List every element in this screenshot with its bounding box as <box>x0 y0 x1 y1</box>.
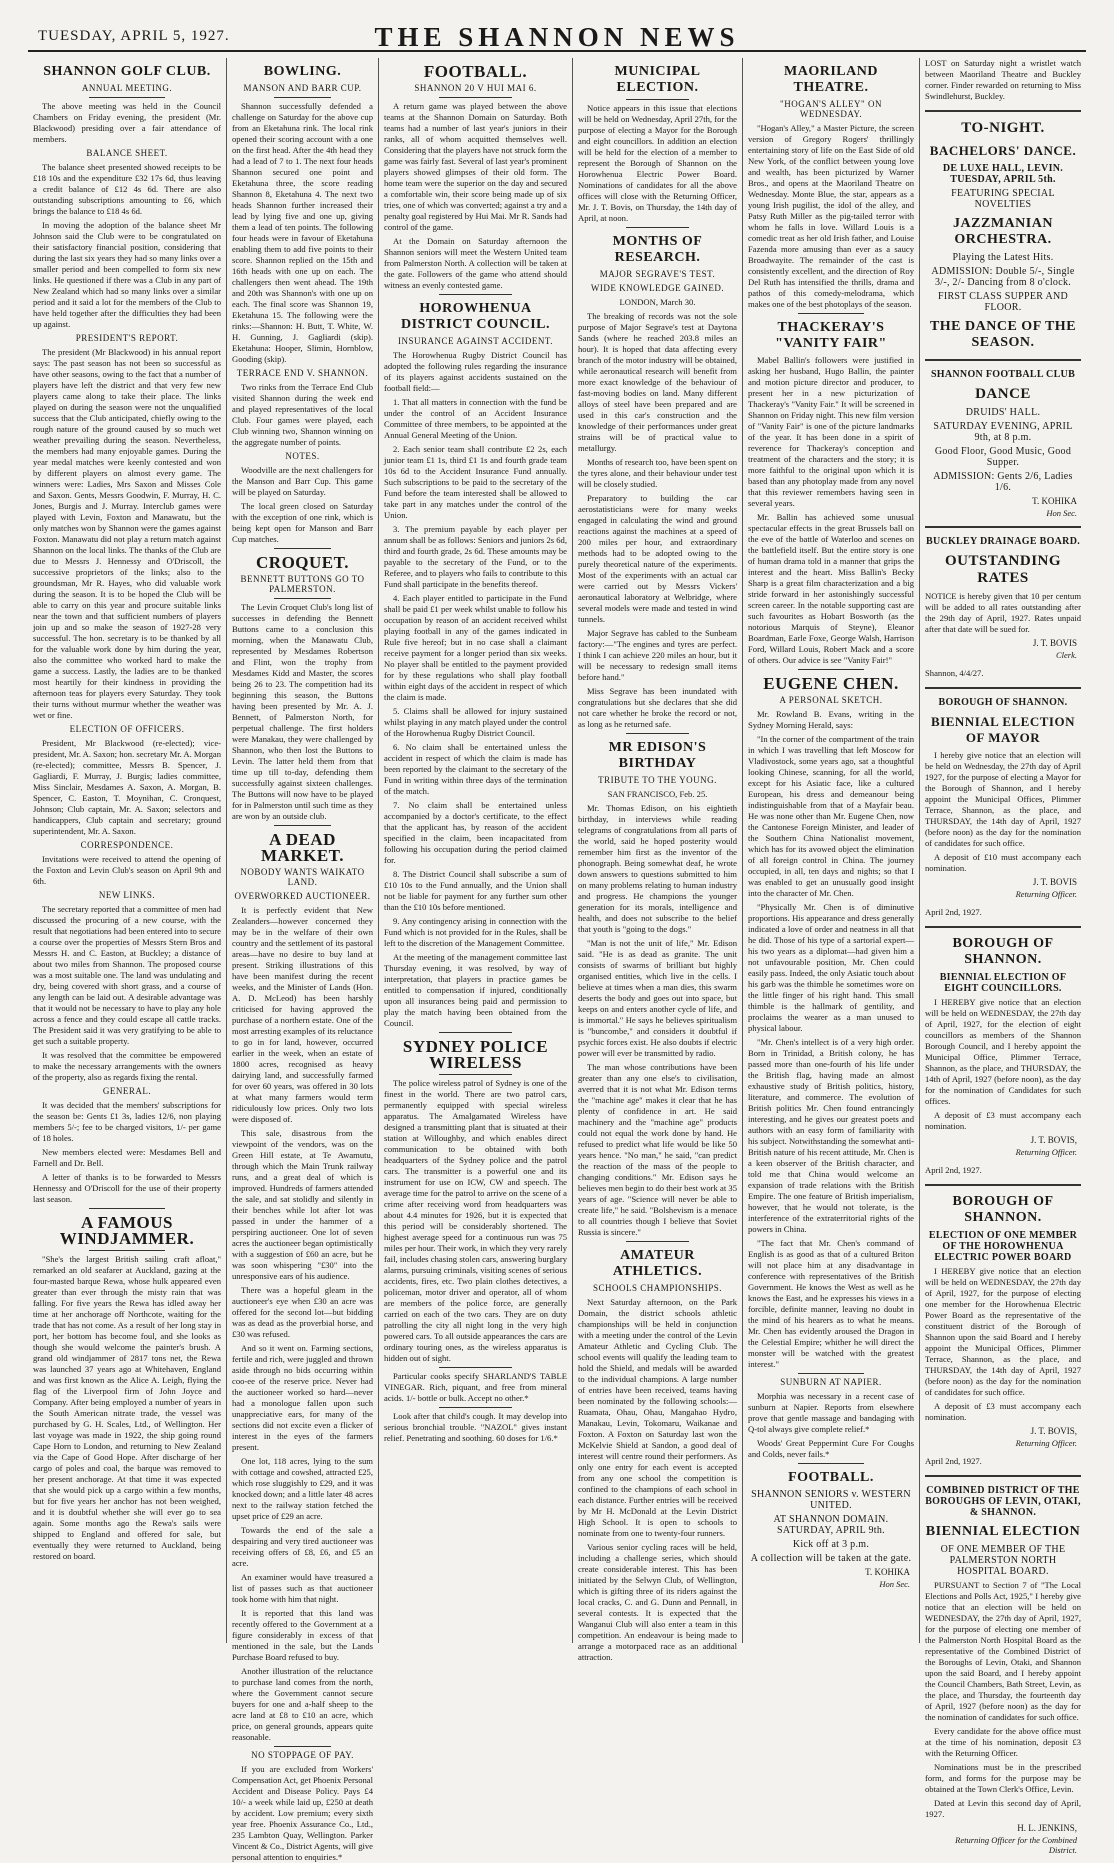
football-notice-signature: T. KOHIKA <box>865 1567 910 1577</box>
vanity-paragraph: Mabel Ballin's followers were justified in asking her husband, Hugo Ballin, the painter and motion picture director and producer, to present her in a new picturization of Thackeray's "Vanity Fair." It will be screened in Shannon on Friday night. This new film version of "Vanity Fair" is one of the picture landmarks of the year. It has been done in a spirit of reverence for Thackeray's conception and treatment of the characters and the story; it is more faithful to the original upon which it is based than any photoplay made from any novel that this reviewer remembers having seen in several years. <box>748 355 914 508</box>
mayor-signature: J. T. BOVIS <box>1032 877 1077 887</box>
football-notice-line: Kick off at 3 p.m. <box>792 1539 870 1550</box>
masthead <box>28 14 1086 52</box>
orchestra-playing: Playing the Latest Hits. <box>952 252 1054 263</box>
bowling-subhead: MANSON AND BARR CUP. <box>243 83 362 93</box>
mayor-date: April 2nd, 1927. <box>925 907 982 917</box>
edison-dateline: SAN FRANCISCO, Feb. 25. <box>607 789 708 799</box>
chen-paragraph: "Physically Mr. Chen is of diminutive proportions. His appearance and dress generally indicated a love of order and neatness in all that he did. Those of his type of a sartorial expert—his two years as a diplomat—had given him a not unfavourable position, Mr. Chen could easily pass. Indeed, the only Asiatic touch about his garb was the thimble he sometimes wore on the little finger of his right hand. This small thimble is the hallmark of gentility, and proclaims the wearer as a man unused to physical labour. <box>748 902 914 1033</box>
drainage-board-name: BUCKLEY DRAINAGE BOARD. <box>925 536 1081 547</box>
horowhenua-rule: 8. The District Council shall subscribe a sum of £10 10s to the Fund annually, and the Union shall not be liable for payment for any further sum other than the £10 10s before mentioned. <box>384 869 567 912</box>
golf-paragraph: In moving the adoption of the balance sheet Mr Johnson said the Club were to be congratulated on their satisfactory financial position, considering that during the last six years they had so many links over a smaller period and been compelled to form six new links. He questioned if there was a Club in any part of New Zealand which had so many links over a similar period and it said a lot for the members of the Club to have held together after the difficulties they had been up against. <box>33 220 221 329</box>
research-subhead: MAJOR SEGRAVE'S TEST. <box>599 269 716 279</box>
croquet-headline: CROQUET. <box>256 553 349 572</box>
bowling-paragraph: Two rinks from the Terrace End Club visited Shannon during the week end and played representatives of the local Club. Four games were played, each Club winning two, Shannon winning on the aggregate number of points. <box>232 382 373 447</box>
chen-subhead: A PERSONAL SKETCH. <box>779 695 883 705</box>
windjammer-headline: A FAMOUS WINDJAMMER. <box>59 1213 195 1248</box>
market-paragraph: And so it went on. Farming sections, fertile and rich, were juggled and thrown aside through no bids occurring within coo-ee of the reserve price. Never had the auctioneer worked so hard—never had a monologue fallen upon such unappreciative ears, for many of the sections did not excite even a flicker of interest in the eyes of the farmers present. <box>232 1343 373 1452</box>
chen-headline: EUGENE CHEN. <box>763 674 899 693</box>
combined-notice: Dated at Levin this second day of April, 1927. <box>925 1798 1081 1819</box>
club-dance-hall: DRUIDS' HALL. <box>965 407 1041 418</box>
power-borough: BOROUGH OF SHANNON. <box>952 1194 1054 1225</box>
horowhenua-rule: 6. No claim shall be entertained unless the accident in respect of which the claim is made has been reported by the claimant to the secretary of the Fund in writing within three days of the termination of the match. <box>384 742 567 796</box>
issue-date: TUESDAY, APRIL 5, 1927. <box>38 28 230 44</box>
athletics-headline: AMATEUR ATHLETICS. <box>612 1248 703 1279</box>
golf-report-heading: PRESIDENT'S REPORT. <box>75 333 179 343</box>
research-paragraph: Miss Segrave has been inundated with congratulations but she declares that she did not care whether he broke the record or not, as long as he returned safe. <box>578 686 737 729</box>
market-paragraph: Towards the end of the sale a despairing and very tired auctioneer was receiving offers of £8, £6, and £5 an acre. <box>232 1525 373 1568</box>
mayor-borough: BOROUGH OF SHANNON. <box>938 697 1068 708</box>
golf-club-headline: SHANNON GOLF CLUB. <box>43 64 211 79</box>
dance-of-season: THE DANCE OF THE SEASON. <box>929 319 1077 350</box>
sunburn-heading: SUNBURN AT NAPIER. <box>780 1377 882 1387</box>
dead-market-subhead-2: OVERWORKED AUCTIONEER. <box>234 891 371 901</box>
research-paragraph: Major Segrave has cabled to the Sunbeam factory:—"The engines and tyres are perfect. I think I can achieve 220 miles an hour, but it will be necessary to redesign small items before hand." <box>578 628 737 682</box>
research-paragraph: The breaking of records was not the sole purpose of Major Segrave's test at Daytona Sands (where he reached 203.8 miles an hour). It is hoped that data affecting every branch of the motor industry will be obtained, while aeronautical research will benefit from more exact knowledge of the behaviour of fast-moving bodies on land. Many different alloys of steel have been prepared and are used in this car's construction and the knowledge of their performances under great strains will be of practical value to metallurgy. <box>578 311 737 453</box>
bowling-paragraph: Shannon successfully defended a challenge on Saturday for the above cup from an Eketahuna rink. The local rink opened their scoring account with a one on the first head. After the 4th head they had a lead of 7 to 1. The next four heads Shannon secured one point and Eketahuna three, the score reading Shannon 8, Eketahuna 4. The next two heads Shannon further increased their lead by lying five and one up, giving them a lead of ten points. The following four heads were in favour of Eketahuna enabling them to add five points to their score. Shannon replied on the 15th and 16th heads with one up on each. The challengers then went ahead. The 19th and 20th was Shannon's with one up on each. The final score was Shannon 19, Eketahuna 15. The following were the rinks:—Shannon: H. Butt, T. White, W. H. Gunning, J. Gagliardi (skip). Eketahuna: Hooper, Slimin, Hornblow, Gooding (skip). <box>232 101 373 364</box>
market-paragraph: It is reported that this land was recently offered to the Government at a figure considerably in excess of that mentioned in the sale, but the Lands Purchase Board refused to buy. <box>232 1608 373 1662</box>
stoppage-ad: If you are excluded from Workers' Compensation Act, get Phoenix Personal Accident and Disease Policy. Pays £4 10/- a week while laid up, £250 at death by accident. Low premium; every sixth year free. Phoenix Assurance Co., Ltd., 235 Lambton Quay, Wellington. Parker Vincent & Co., District Agents, will give personal attention to enquiries.* <box>232 1764 373 1862</box>
football-paragraph: At the Domain on Saturday afternoon the Shannon seniors will meet the Western United team from Palmerston North. A collection will be taken at the gate. Followers of the game who attend should witness an evenly contested game. <box>384 236 567 290</box>
horowhenua-rule: 2. Each senior team shall contribute £2 2s, each junior team £1 1s, third £1 1s and fourth grade team 10s 6d to the Accident Insurance Fund annually. Such subscriptions to be paid to the secretary of the Fund before the team interested shall be allowed to take part in any matches under the control of the Union. <box>384 444 567 520</box>
outstanding-rates-title: OUTSTANDING RATES <box>944 553 1062 586</box>
horowhenua-rule: 7. No claim shall be entertained unless accompanied by a doctor's certificate, to the effect that the applicant has, by reason of the accident specified in the claim, been incapacitated from following his occupation during the period claimed for. <box>384 800 567 865</box>
horowhenua-paragraph: At the meeting of the management committee last Thursday evening, it was resolved, by way of interpretation, that players in practice games be entitled to compensation if injured, conditionally upon all insurances being paid and permission to play the match having been obtained from the Council. <box>384 952 567 1028</box>
windjammer-paragraph: "She's the largest British sailing craft afloat," remarked an old seafarer at Auckland, gazing at the four-masted barque Rewa, whose hulk appeared even greater than ever through the misty rain that was falling. For five years the Rewa has idled away her time at her anchorage off Northcote, waiting for the trade that has not come. As a result of her long stay in port, her bottom has become foul, and she looks as though she would welcome the painter's brush. A grand old windjammer of 2817 tons net, the Rewa was launched 37 years ago at Whitehaven, England and was first known as the Alice A. Leigh, flying the flag of the Liverpool firm of John Joyce and Company. After being employed a number of years in the South American nitrate trade, the vessel was purchased by G. H. Scales, Ltd., of Wellington. Her last voyage was made in 1922, the ship going round Cape Horn to London, and returning to New Zealand via the Cape of Good Hope. After discharge of her cargo of poles and coal, the barque was removed to her present anchorage. At that time it was expected that she would pick up a cargo within a few months, but for five years her anchor has not been weighed, and it is doubtful whether she will ever go to sea again. Some months ago the Rewa's sails were shipped to England and offered for sale, but eventually they were returned to Auckland, being restored on board. <box>33 1254 221 1561</box>
wireless-headline: SYDNEY POLICE WIRELESS <box>402 1037 549 1072</box>
municipal-paragraph: Notice appears in this issue that elections will be held on Wednesday, April 27th, for the purpose of electing a Mayor for the Borough and eight councillors. In addition an election will be held for the election of a member to represent the Borough of Shannon on the Horowhenua Electric Power Board. Nominations of candidates for all the above offices will close with the Returning Officer, Mr. J. T. Bovis, on Thursday, the 14th day of April, at noon. <box>578 103 737 223</box>
councillors-signature: J. T. BOVIS, <box>1030 1135 1077 1145</box>
football-notice-line: A collection will be taken at the gate. <box>750 1553 912 1564</box>
bowling-headline: BOWLING. <box>263 64 342 79</box>
theatre-headline: MAORILAND THEATRE. <box>784 64 878 95</box>
club-dance-title: DANCE <box>975 386 1031 402</box>
athletics-subhead: SCHOOLS CHAMPIONSHIPS. <box>592 1283 723 1293</box>
bowling-paragraph: Woodville are the next challengers for the Manson and Barr Cup. This game will be played on Saturday. <box>232 465 373 497</box>
vanity-paragraph: Mr. Ballin has achieved some unusual spectacular effects in the great Brussels ball on the eve of the battle of Waterloo and scenes on the battlefield itself. But the entire story is one of human drama told in a manner that grips the interest and the heart. Miss Ballin's Becky Sharp is a great film characterization and a big stride forward in her astonishingly successful screen career. In the notable supporting cast are such favourites as Hobart Bosworth (as the notorious Marquis of Steyne), Eleanor Boardman, Earle Foxe, George Walsh, Harrison Ford, Willard Louis, Robert Mack and a score of others. Our advice is see "Vanity Fair!" <box>748 512 914 665</box>
horowhenua-rule: 1. That all matters in connection with the fund be under the control of an Accident Insurance Committee of three members, to be appointed at the Annual General Meeting of the Union. <box>384 397 567 440</box>
wireless-paragraph: The police wireless patrol of Sydney is one of the finest in the world. There are two patrol cars, permanently equipped with special wireless apparatus. The Amalgamated Wireless have designed a transmitting plant that is situated at their station at Willoughby, and which enables direct communication to be obtained with both headquarters of the Sydney police and the patrol cars. The transmitter is a powerful one and its instrument for use on ICW, CW and speech. The average time for the patrol to arrive on the scene of a crime after receiving word from headquarters was about 4.4 minutes for 1926, but it is expected that this period will be considerably shortened. The highest average speed for a continuous run was 75 miles per hour. Their work, in which they very rarely fail, includes chasing stolen cars, answering burglary alarms, pursuing criminals, visiting scenes of serious accidents, fires, etc. Two plain clothes detectives, a policeman, motor driver and operator, all of whom are members of the police force, are generally carried on each of the two cars. They are on duty patrolling the city all night long in the very high powered cars. To all outside appearances the cars are ordinary touring ones, as the wireless apparatus is hidden out of sight. <box>384 1078 567 1363</box>
combined-election-title: BIENNIAL ELECTION <box>925 1524 1081 1539</box>
combined-notice: PURSUANT to Section 7 of "The Local Elections and Polls Act, 1925," I hereby give notice that an election will be held on WEDNESDAY, the 27th day of April, 1927, for the purpose of electing one member of the Palmerston North Hospital Board as the representative of the Combined District of the Boroughs of Levin, Otaki, and Shannon upon the said Board, and I hereby appoint the Council Chambers, Bath Street, Levin, as the place, and Thursday, the fourteenth day of April, 1927 (before noon) as the day for the nomination of candidates for such office. <box>925 1580 1081 1722</box>
horowhenua-rule: 3. The premium payable by each player per annum shall be as follows: Seniors and juniors 2s 6d, third and fourth grade, 2s 6d. These amounts may be payable to the secretary of the Fund, or to the Referee, and to players who fails to contribute to this Fund shall participate in the benefits thereof. <box>384 524 567 589</box>
column-1 <box>28 58 226 1643</box>
golf-new-links-heading: NEW LINKS. <box>98 890 156 900</box>
column-6 <box>919 58 1086 1855</box>
dance-featuring: FEATURING SPECIAL NOVELTIES <box>951 188 1055 210</box>
chen-paragraph: "In the corner of the compartment of the train in which I was travelling that left Moscow for Vladivostock, some years ago, sat a thoughtful looking Chinese, scanning, for all the world, except for his Asiatic face, like a cultured European, his dress and demeanour being indistinguishable from that of a Mayfair beau. He was none other than Mr. Eugene Chen, now the Cantonese Foreign Minister, and leader of the Southern China Nationalist movement, which has for its avowed object the elimination of all foreign control in China. The journey occupied, in all, ten days and nights; so that I was enabled to get an unusually good insight into the character of Mr. Chen. <box>748 734 914 898</box>
golf-paragraph: The secretary reported that a committee of men had discussed the procuring of a new course, with the result that negotiations had been entered into to secure a course over the properties of Messrs Stern Bros and Messrs H. and C. Easton, at Buckley; a distance of about two miles from Shannon. The proposed course was a most suitable one. The land was undulating and dry, being covered with short grass, and a course of any length can be laid out. A desirable advantage was that it would not be necessary to have to play any hole across a fence and they could escape all cattle tracks. The President said it was very gratifying to be able to get such a suitable property. <box>33 904 221 1046</box>
newspaper-title: THE SHANNON NEWS <box>374 22 740 52</box>
mayor-role: Returning Officer. <box>1015 889 1077 899</box>
vinegar-ad: Particular cooks specify SHARLAND'S TABLE VINEGAR. Rich, piquant, and free from mineral acids. 1/- bottle or bulk. Accept no other.* <box>384 1371 567 1403</box>
golf-paragraph: New members elected were: Mesdames Bell and Farnell and Dr. Bell. <box>33 1147 221 1168</box>
combined-notice: Nominations must be in the prescribed form, and forms for the purpose may be obtained at the Town Clerk's Office, Levin. <box>925 1762 1081 1794</box>
football-notice-role: Hon Sec. <box>879 1579 910 1589</box>
municipal-headline: MUNICIPAL ELECTION. <box>614 64 701 95</box>
column-5 <box>742 58 919 1643</box>
football-notice-headline: FOOTBALL. <box>788 1470 874 1485</box>
councillors-election-title: BIENNIAL ELECTION OF EIGHT COUNCILLORS. <box>939 972 1067 994</box>
athletics-paragraph: Various senior cycling races will be held, including a challenge series, which should create considerable interest. This has been initiated by the Selwyn Club, of Wellington, which is gifting three of its riders against the local cracks, C. and G. Dunn and Pennall, in several contests. It is expected that the Wanganui Club will also enter a team in this competition. An endeavour is being made to arrange a motorpaced race as an additional attraction. <box>578 1542 737 1662</box>
mayor-election-title: BIENNIAL ELECTION OF MAYOR <box>931 714 1075 745</box>
club-dance-role: Hon Sec. <box>1046 508 1077 518</box>
combined-role: Returning Officer for the Combined District. <box>955 1835 1077 1855</box>
theatre-paragraph: "Hogan's Alley," a Master Picture, the screen version of Gregory Rogers' thrillingly entertaining story of life on the East Side of old New York, of the conflict between young love and wealth, has been picturized by Warner Bros., and opens at the Maoriland Theatre on Wednesday. Monte Blue, the star, appears as a young Irish pugilist, the idol of the alley, and Patsy Ruth Miller as the pig-tailed terror with whom he falls in love. Willard Louis is a comedic treat as her old Irish father, and Louise Fazenda more amusing than ever as a saucy Broadwayite. The remainder of the cast is consistently excellent, and the direction of Roy Del Ruth has intensified the thrills, drama and pathos of this comedy-melodrama, which makes one of the best photoplays of the season. <box>748 123 914 309</box>
power-role: Returning Officer. <box>1015 1438 1077 1448</box>
golf-election-heading: ELECTION OF OFFICERS. <box>69 724 185 734</box>
column-3 <box>378 58 572 1643</box>
research-paragraph: Preparatory to building the car aerostatisticians were for many weeks engaged in calculating the wind and ground reactions against the machines at a speed of 200 miles per hour, and extraordinary methods had to be adopted owing to the purely theoretical nature of the experiments. Most of the experiments with an actual car were carried out by Messrs Vickers' aeronautical laboratory at Welbridge, where several models were made and tested in wind tunnels. <box>578 493 737 624</box>
bowling-notes-heading: NOTES. <box>285 451 320 461</box>
football-notice-line: AT SHANNON DOMAIN. SATURDAY, APRIL 9th. <box>773 1514 889 1536</box>
bowling-paragraph: The local green closed on Saturday with the exception of one rink, which is being kept open for Manson and Barr Cup matches. <box>232 501 373 544</box>
football-subhead: SHANNON 20 V HUI MAI 6. <box>414 83 537 93</box>
edison-subhead: TRIBUTE TO THE YOUNG. <box>598 775 717 785</box>
golf-general-heading: GENERAL. <box>102 1086 152 1096</box>
golf-paragraph: The balance sheet presented showed receipts to be £18 10s and the expenditure £32 17s 6d, thus leaving a credit balance of £12 4s 6d. There are also outstanding subscriptions amounting to £6, which brings the balance to £18 4s 6d. <box>33 162 221 216</box>
councillors-deposit: A deposit of £3 must accompany each nomination. <box>925 1110 1081 1131</box>
market-paragraph: One lot, 118 acres, lying to the sum with cottage and cowshed, attracted £25, which rose sluggishly to £29, and it was knocked down; and a little later 48 acres next to the railway station fetched the upset price of £29 an acre. <box>232 1456 373 1521</box>
column-2 <box>226 58 378 1862</box>
councillors-notice: I HEREBY give notice that an election will be held on WEDNESDAY, the 27th day of April, 1927, for the election of eight councillors as members of the Shannon Borough Council, and I hereby appoint the Municipal Office, Plimmer Terrace, Shannon, as the place, and THURSDAY, the 14th of April, 1927 (before noon), as the day for the nomination of Candidates for such offices. <box>925 997 1081 1106</box>
horowhenua-headline: HOROWHENUA DISTRICT COUNCIL. <box>400 301 551 332</box>
research-dateline: LONDON, March 30. <box>619 297 696 307</box>
club-dance-admission: ADMISSION: Gents 2/6, Ladies 1/6. <box>933 471 1073 493</box>
croquet-subhead: BENNETT BUTTONS GO TO PALMERSTON. <box>240 574 365 594</box>
football-headline: FOOTBALL. <box>423 62 528 81</box>
mayor-deposit: A deposit of £10 must accompany each nomination. <box>925 852 1081 873</box>
vanity-fair-headline: THACKERAY'S "VANITY FAIR" <box>775 320 887 351</box>
golf-correspondence-heading: CORRESPONDENCE. <box>80 840 174 850</box>
theatre-subhead: "HOGAN'S ALLEY" ON WEDNESDAY. <box>780 99 882 119</box>
market-paragraph: Another illustration of the reluctance to purchase land comes from the north, where the Government cannot secure buyers for one and a-half sheep to the acre land at £8 to £10 an acre, which price, on general grounds, appears quite reasonable. <box>232 1666 373 1742</box>
rates-signature: J. T. BOVIS <box>1032 638 1077 648</box>
horowhenua-paragraph: The Horowhenua Rugby District Council has adopted the following rules regarding the insurance of its players against accidents sustained on the football field:— <box>384 350 567 393</box>
golf-paragraph: It was decided that the members' subscriptions for the season be: Gents £1 3s, ladies 12/6, non playing members 5/-; fee to be charged visitors, 1/- per game of 18 holes. <box>33 1100 221 1143</box>
golf-paragraph: The above meeting was held in the Council Chambers on Friday evening, the president (Mr. Blackwood) presiding over a fair attendance of members. <box>33 101 221 144</box>
market-paragraph: It is perfectly evident that New Zealanders—however concerned they may be in the welfare of their own country and the settlement of its pastoral areas—have no desire to buy land at present. Striking illustrations of this have been manifest during the recent weeks, and the Minister of Lands (Hon. A. D. McLeod) has been harshly criticised for having approved the purchase of a northern estate. One of the most arresting examples of its reluctance to go in for land, however, occurred earlier in the week, when an estate of 1800 acres, recognised as heavy dairying land, and successfully farmed for over 60 years, was offered in 30 lots at what many farmers would term ridiculously low prices. Only two lots were disposed of. <box>232 905 373 1124</box>
football-notice-line: SHANNON SENIORS v. WESTERN UNITED. <box>751 1489 911 1511</box>
athletics-paragraph: Next Saturday afternoon, on the Park Domain, the district schools athletic championships will be held in conjunction with a meeting under the control of the Levin Amateur Athletic and Cycling Club. The school events will qualify the leading team to hold the Shield, and medals will be awarded to the individual champions. A large number of entries have been received, teams having been nominated by the following schools:—Ruamata, Ohau, Ohau, Mangahao Hydro, Manakau, Levin, Tokomaru, Waikanae and Foxton. A Foxton on Saturday last won the McKelvie Shield at Sandon, a good deal of interest will centre round their performers. As only one entry for each event is accepted from any one school the competition is confined to the champions of each school in each distance. Further entries will be received by Mr H. McDonald at the Levin District High School. It is open to schools to nominate from one to twenty-four runners. <box>578 1297 737 1538</box>
nazol-ad: Look after that child's cough. It may develop into serious bronchial trouble. "NAZOL" gives instant relief. Penetrating and soothing. 60 doses for 1/6.* <box>384 1411 567 1443</box>
golf-paragraph: Invitations were received to attend the opening of the Foxton and Levin Club's season on April 9th and 6th. <box>33 854 221 886</box>
club-dance-signature: T. KOHIKA <box>1032 496 1077 506</box>
edison-paragraph: The man whose contributions have been greater than any one else's to civilisation, averred that it is not what Mr. Edison terms the "machine age" makes it clear that he has plenty of confidence in art. He said machinery and the "machine age" products could not equal the work done by hand. He refused to predict what life would be like 50 years hence. "No man," he said, "can predict the reaction of the mass of the people to changing conditions." Mr. Edison says he believes men begin to do their best work at 35 years of age. "Science will never be able to create life," he said. "Bolshevism is a menace to all countries though I believe that Soviet Russia is sincere." <box>578 1062 737 1237</box>
combined-notice: Every candidate for the above office must at the time of his nomination, deposit £3 with the Returning Officer. <box>925 1726 1081 1758</box>
councillors-date: April 2nd, 1927. <box>925 1165 982 1175</box>
rates-date: Shannon, 4/4/27. <box>925 668 984 678</box>
power-date: April 2nd, 1927. <box>925 1456 982 1466</box>
stoppage-heading: NO STOPPAGE OF PAY. <box>251 1750 354 1760</box>
power-signature: J. T. BOVIS, <box>1030 1426 1077 1436</box>
sunburn-ad: Morphia was necessary in a recent case of sunburn at Napier. Reports from elsewhere prove that gentle massage and bandaging with Q-tol always give complete relief.* <box>748 1391 914 1434</box>
horowhenua-rule: 5. Claims shall be allowed for injury sustained whilst playing in any match played under the control of the Horowhenua Rugby District Council. <box>384 706 567 738</box>
golf-subhead: ANNUAL MEETING. <box>81 83 173 93</box>
research-paragraph: Months of research too, have been spent on the tyres alone, and their behaviour under test will be closely studied. <box>578 457 737 489</box>
edison-paragraph: "Man is not the unit of life," Mr. Edison said. "He is as dead as granite. The unit consists of swarms of brilliant but highly organised entities, which live in the cells. I believe at times when a man dies, this swarm deserts the body and goes out into space, but keeps on and enters another cycle of life, and is immortal." He says he believes spiritualism is "buncombe," and considers it doubtful if psychic forces exist. He also doubts if electric power will ever be transmitted by radio. <box>578 938 737 1058</box>
chen-paragraph: Mr. Rowland B. Evans, writing in the Sydney Morning Herald, says: <box>748 709 914 730</box>
rates-notice: NOTICE is hereby given that 10 per centum will be added to all rates outstanding after the 29th day of April, 1927. Rates unpaid after that date will be sued for. <box>925 591 1081 634</box>
bowling-terrace-heading: TERRACE END V. SHANNON. <box>236 368 369 378</box>
power-notice: I HEREBY give notice that an election will be held on WEDNESDAY, the 27th day of April, 1927, for the purpose of electing one member for the Horowhenua Electric Power Board as the representative of the constituent district of the Borough of Shannon upon the said Board and I hereby appoint the Municipal Offices, Plimmer Terrace, Shannon, as the place, and THURSDAY, the 14th day of April, 1927 (before noon) as the day for the nomination of candidates for such office. <box>925 1266 1081 1397</box>
dance-supper: FIRST CLASS SUPPER AND FLOOR. <box>937 291 1069 313</box>
research-headline: MONTHS OF RESEARCH. <box>612 234 703 265</box>
club-dance-when: SATURDAY EVENING, APRIL 9th, at 8 p.m. <box>933 421 1073 443</box>
dead-market-headline: A DEAD MARKET. <box>261 830 344 865</box>
bachelors-dance-title: BACHELORS' DANCE. <box>929 143 1077 158</box>
power-deposit: A deposit of £3 must accompany each nomination. <box>925 1401 1081 1422</box>
croquet-paragraph: The Levin Croquet Club's long list of successes in defending the Bennett Buttons came to a conclusion this morning, when the Manawatu Club, represented by Mesdames Robertson and Flint, won the trophy from Mesdames Kidd and Master, the scores being 26 to 23. The competition had its beginning this season, the Buttons having been presented by Mr. A. J. Bennett, of Palmerston North, for perpetual challenge. The first holders were Manakau, they were challenged by Shannon, who then lost the Buttons to Levin. The latter held them from that time up till to-day, defending them successfully against sixteen challenges. The Buttons will now have to be played for in Palmerston until such time as they are won by an outside club. <box>232 602 373 821</box>
dance-venue: DE LUXE HALL, LEVIN. TUESDAY, APRIL 5th. <box>942 163 1064 185</box>
dance-tonight: TO-NIGHT. <box>961 120 1045 136</box>
column-4 <box>572 58 742 1662</box>
edison-headline: MR EDISON'S BIRTHDAY <box>608 740 707 771</box>
mayor-notice: I hereby give notice that an election will be held on Wednesday, the 27th day of April 1927, for the purpose of electing a Mayor for the Borough of Shannon, and I hereby appoint the Municipal Offices, Plimmer Terrace, Shannon, as the place, and THURSDAY, the 14th day of April, 1927 (before noon) as the day for the nomination of candidates for such office. <box>925 750 1081 848</box>
dead-market-subhead: NOBODY WANTS WAIKATO LAND. <box>240 867 365 887</box>
golf-paragraph: The president (Mr Blackwood) in his annual report says: The past season has not been so successful as have other seasons, owing to the fact that a number of players have left the district and that very few new players came along to take their place. The links played on during the season were not the unqualified success that the Club anticipated, chiefly owing to the rough nature of the ground caused by so much wet weather prevailing during the season. Nevertheless, the members had many enjoyable games. During the year medal matches were keenly contested and won by different players on almost every game. The winners were: Ladies, Mrs Saxon and Misses Cole and Saxon. Gents, Messrs Goodwin, F. Murray, H. C. Jones, Burgis and J. Murray. Interclub games were played with Levin, Foxton and Manawatu, but the only matches won by Shannon were the games against Foxton. Manawatu did not play a return match against Shannon on the local links. The thanks of the Club are due to Messrs J. Hennessy and O'Driscoll, the successive proprietors of the links; also to the groundsman, Mr R. Hayes, who did valuable work during the season. It is to be hoped the Club will be able to carry on this year and procure suitable links near the town and that sufficient numbers of players join up and so make the season of 1927-28 very successful. The hon. secretary is to be thanked by all for the valuable work done by him during the year, also the committee who worked hard to make the game a success. Lastly, the ladies are to be thanked most heartily for their kindness in providing the afternoon teas for players every Saturday. They took their turns without murmur whether the weather was wet or fine. <box>33 347 221 720</box>
combined-signature: H. L. JENKINS, <box>1017 1823 1077 1833</box>
chen-paragraph: "The fact that Mr. Chen's command of English is as good as that of a cultured Briton will not place him at any disadvantage in conference with representatives of the British Government. He knows the West as well as he knows the East, and he expresses his views in a forcible, definite manner, leaving no doubt in the mind of his hearers as to what he means. Mr. Chen has evidently aroused the Dragon in the Celestial Empire; whither he will direct the monster will be watched with the greatest interest." <box>748 1238 914 1369</box>
peppermint-ad: Woods' Great Peppermint Cure For Coughs and Colds, never fails.* <box>748 1438 914 1459</box>
horowhenua-rule: 9. Any contingency arising in connection with the Fund which is not provided for in the Rules, shall be left to the discretion of the Management Committee. <box>384 916 567 948</box>
market-paragraph: This sale, disastrous from the viewpoint of the vendors, was on the Green Hill estate, at Te Awamutu, through which the Main Trunk railway runs, and a great deal of which is improved. Hundreds of farmers attended the sale, and sat stolidly and silently in their benches while lot after lot was passed in under the hammer of a perspiring auctioneer. One lot of seven acres the auctioneer began optimistically with a suggestion of £60 an acre, but he was soon whispering "£30" into the unresponsive ears of his audience. <box>232 1128 373 1281</box>
golf-paragraph: A letter of thanks is to be forwarded to Messrs Hennessy and O'Driscoll for the use of their property last season. <box>33 1172 221 1204</box>
councillors-borough: BOROUGH OF SHANNON. <box>952 936 1054 967</box>
councillors-role: Returning Officer. <box>1015 1147 1077 1157</box>
market-paragraph: There was a hopeful gleam in the auctioneer's eye when £30 an acre was offered for the second lot—but bidding was as dead as the proverbial horse, and £30 was refused. <box>232 1285 373 1339</box>
golf-paragraph: It was resolved that the committee be empowered to make the necessary arrangements with the owners of the property, also as regards fixing the rental. <box>33 1050 221 1082</box>
dance-admission: ADMISSION: Double 5/-, Single 3/-, 2/- Dancing from 8 o'clock. <box>931 266 1075 288</box>
orchestra-name: JAZZMANIAN ORCHESTRA. <box>953 216 1053 247</box>
market-paragraph: An examiner would have treasured a list of passes such as that auctioneer took home with him that night. <box>232 1572 373 1604</box>
golf-balance-heading: BALANCE SHEET. <box>86 148 168 158</box>
football-paragraph: A return game was played between the above teams at the Shannon Domain on Saturday. Both teams had a number of last year's juniors in their ranks, all of whom acquitted themselves well. Considering that the players have not struck form the game was fairly fast. Several of last year's prominent players showed glimpses of their old form. The home team were the superior on the day and secured a comfortable win, their score being made up of six tries, one of which was converted; against a try and a penalty goal registered by Hui Mai. Mr R. Sands had control of the game. <box>384 101 567 232</box>
club-dance-goods: Good Floor, Good Music, Good Supper. <box>934 446 1072 468</box>
combined-subhead: OF ONE MEMBER OF THE PALMERSTON NORTH HOSPITAL BOARD. <box>940 1544 1066 1577</box>
horowhenua-subhead: INSURANCE AGAINST ACCIDENT. <box>398 336 553 346</box>
power-election-title: ELECTION OF ONE MEMBER OF THE HOROWHENUA ELECTRIC POWER BOARD <box>928 1230 1078 1263</box>
chen-paragraph: "Mr. Chen's intellect is of a very high order. Born in Trinidad, a British colony, he has passed more than one-fourth of his life under the British flag, having made an almost exhaustive study of British politics, history, literature, and commerce. The evolution of British politics Mr. Chen found entrancingly interesting, and he gives our greatest poets and authors with an easy form of familiarity with his subject. Notwithstanding the somewhat anti-British nature of his recent attitude, Mr. Chen is a keen observer of the British character, and told me that China would welcome an expansion of trade relations with the British Empire. The one feature of British imperialism, however, that he would not tolerate, is the interference of the extraterritorial rights of the powers in China. <box>748 1037 914 1234</box>
combined-district-heading: COMBINED DISTRICT OF THE BOROUGHS OF LEVIN, OTAKI, & SHANNON. <box>925 1485 1081 1518</box>
football-club-name: SHANNON FOOTBALL CLUB <box>930 369 1076 380</box>
lost-watch-notice: LOST on Saturday night a wristlet watch between Maoriland Theatre and Buckley corner. Finder rewarded on returning to Miss Swindlehurst, Buckley. <box>925 58 1081 101</box>
horowhenua-rule: 4. Each player entitled to participate in the Fund shall be paid £1 per week whilst unable to follow his occupation by reason of an accident received whilst playing football in any of the games indicated in Rule five hereof; but in no case shall a claimant receive payment for a longer period than six weeks. No player shall be entitled to the payment provided for by these regulations who shall play football within eight days of the accident in respect of which the claim is made. <box>384 593 567 702</box>
golf-paragraph: President, Mr Blackwood (re-elected); vice-president, Mr. A. Saxon; hon. secretary Mr. A. Morgan (re-elected); committee, Messrs B. Spencer, J. Gagliardi, F. Murray, J. Burgis; ladies committee, Miss Sinclair, Mesdames A. Saxon, A. Morgan, B. Spencer, C. Easton, T. Moynihan, C. Cronquest, Johnson; Club captain, Mr. A. Saxon; selectors and handicappers, Club captain and secretary; ground superintendent, Mr. A. Saxon. <box>33 738 221 836</box>
edison-paragraph: Mr. Thomas Edison, on his eightieth birthday, in interviews while reading telegrams of congratulations from all parts of the world, said he hoped posterity would remember him first as the inventor of the phonograph. Being somewhat deaf, he wrote down answers to questions submitted to him on many problems relating to human industry and progress. He champions the younger generation for its morals, intelligence and health, and does not subscribe to the belief that youth is "going to the dogs." <box>578 803 737 934</box>
rates-role: Clerk. <box>1055 650 1077 660</box>
research-subhead-2: WIDE KNOWLEDGE GAINED. <box>590 283 725 293</box>
